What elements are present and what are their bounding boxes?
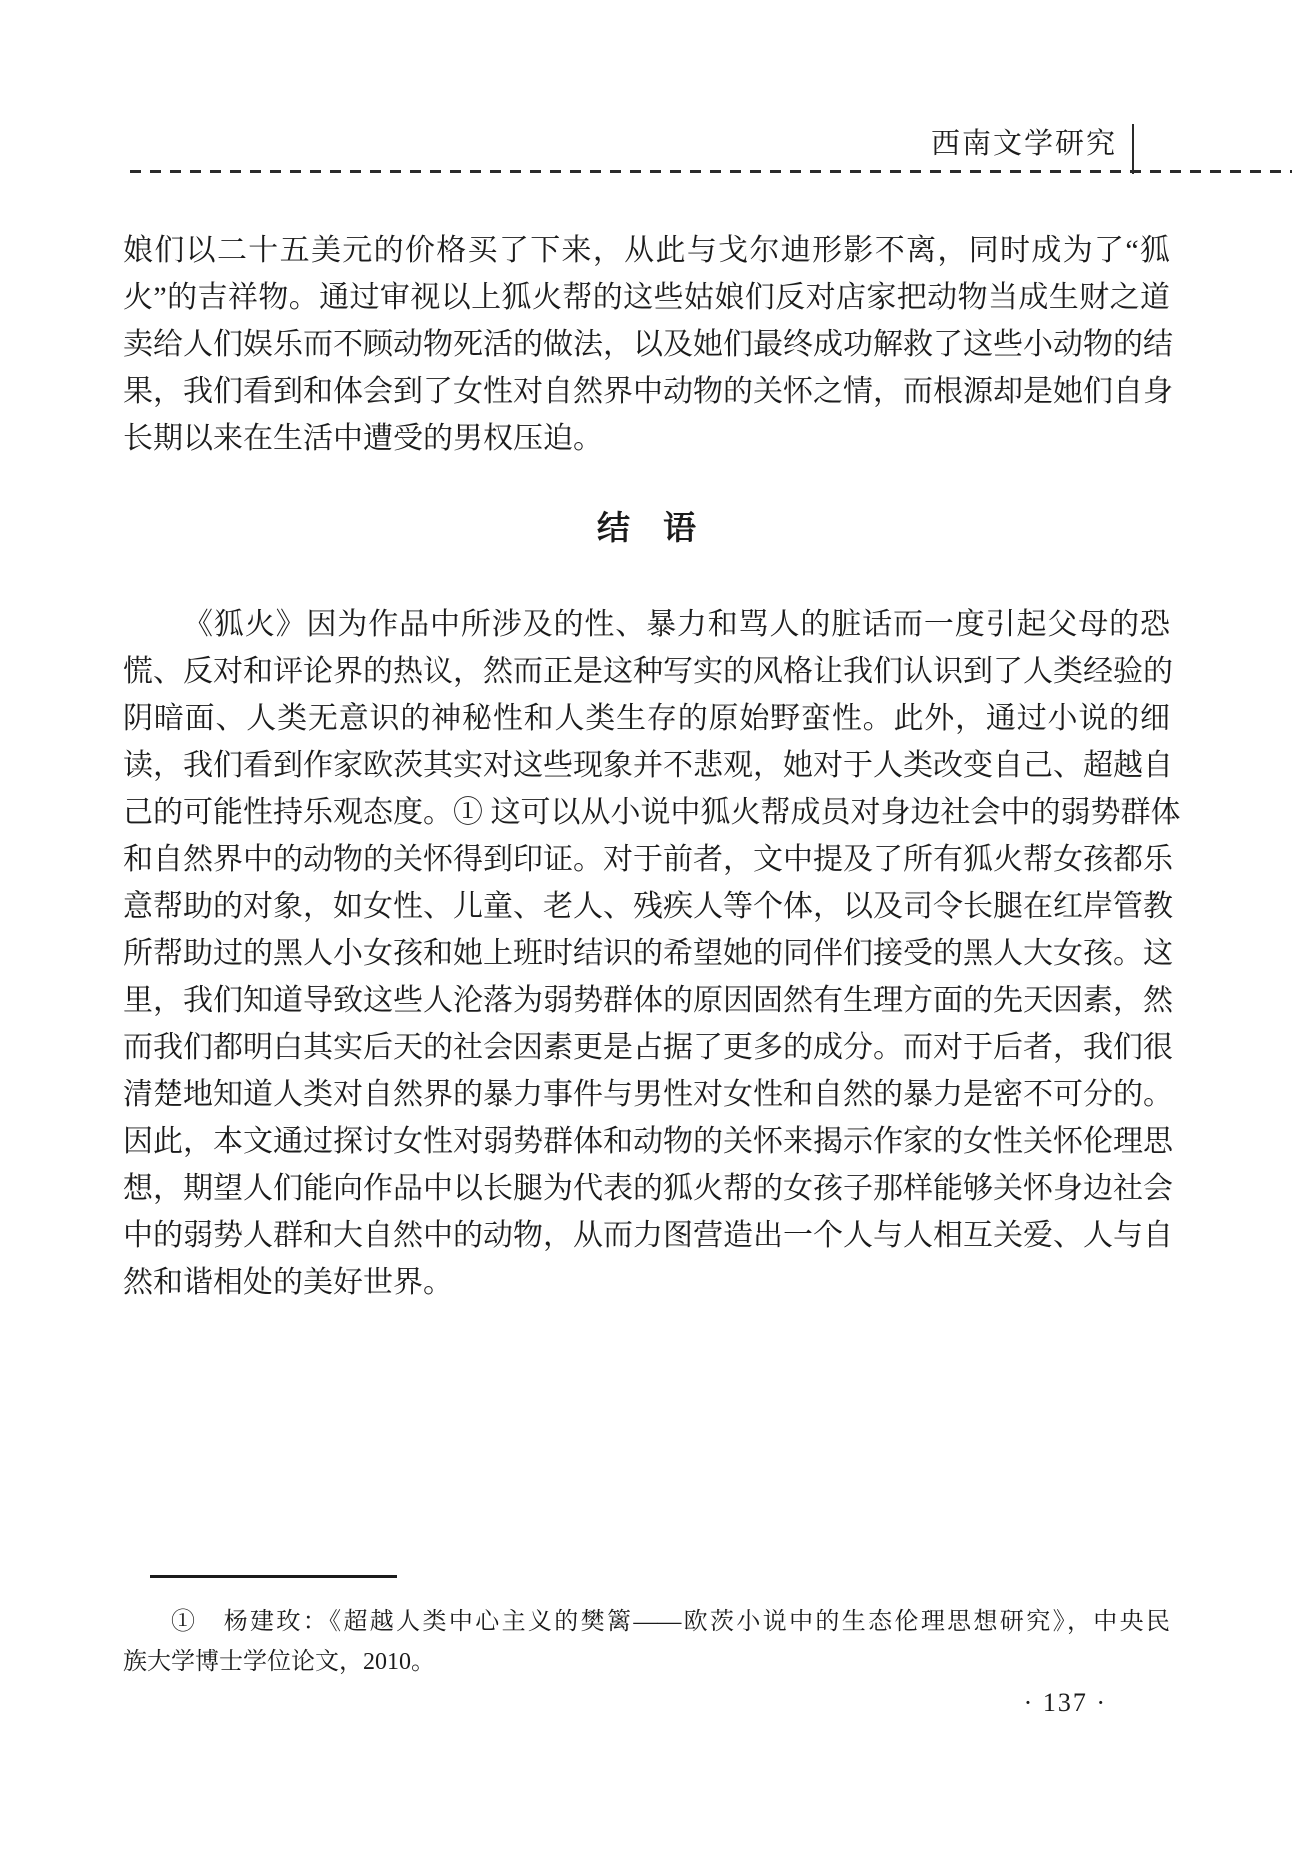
body-text-line: 火”的吉祥物。通过审视以上狐火帮的这些姑娘们反对店家把动物当成生财之道 <box>123 281 1170 314</box>
body-text-line: 读，我们看到作家欧茨其实对这些现象并不悲观，她对于人类改变自己、超越自 <box>123 749 1173 782</box>
body-text-line: 《狐火》因为作品中所涉及的性、暴力和骂人的脏话而一度引起父母的恐 <box>183 608 1170 641</box>
header-dashed-rule <box>130 170 1292 173</box>
footnote <box>123 1602 1170 1682</box>
body-text-line: 想，期望人们能向作品中以长腿为代表的狐火帮的女孩子那样能够关怀身边社会 <box>123 1172 1173 1205</box>
body-text-line: 娘们以二十五美元的价格买了下来，从此与戈尔迪形影不离，同时成为了“狐 <box>123 234 1170 267</box>
footnote-line: ① 杨建玫：《超越人类中心主义的樊篱——欧茨小说中的生态伦理思想研究》，中央民 <box>171 1609 1170 1635</box>
paragraph-continued <box>123 227 1173 462</box>
body-text-line: 清楚地知道人类对自然界的暴力事件与男性对女性和自然的暴力是密不可分的。 <box>123 1078 1173 1111</box>
footnote-separator-rule <box>150 1575 397 1578</box>
body-text-line: 中的弱势人群和大自然中的动物，从而力图营造出一个人与人相互关爱、人与自 <box>123 1219 1173 1252</box>
body-text-line: 里，我们知道导致这些人沦落为弱势群体的原因固然有生理方面的先天因素，然 <box>123 984 1173 1017</box>
body-text-line: 卖给人们娱乐而不顾动物死活的做法，以及她们最终成功解救了这些小动物的结 <box>123 328 1173 361</box>
body-text-line: 意帮助的对象，如女性、儿童、老人、残疾人等个体，以及司令长腿在红岸管教 <box>123 890 1173 923</box>
journal-title: 西南文学研究 <box>930 128 1117 160</box>
body-text-line: 而我们都明白其实后天的社会因素更是占据了更多的成分。而对于后者，我们很 <box>123 1031 1173 1064</box>
footnote-line: 族大学博士学位论文，2010。 <box>123 1649 435 1675</box>
body-text-line: 所帮助过的黑人小女孩和她上班时结识的希望她的同伴们接受的黑人大女孩。这 <box>123 937 1173 970</box>
body-text-line: 因此，本文通过探讨女性对弱势群体和动物的关怀来揭示作家的女性关怀伦理思 <box>123 1125 1173 1158</box>
page-number: · 137 · <box>1023 1688 1107 1717</box>
body-text-line: 然和谐相处的美好世界。 <box>123 1266 453 1299</box>
section-heading: 结 语 <box>597 509 696 546</box>
body-text-line: 慌、反对和评论界的热议，然而正是这种写实的风格让我们认识到了人类经验的 <box>123 655 1173 688</box>
body-text-line-with-footnote-ref: 己的可能性持乐观态度。① 这可以从小说中狐火帮成员对身边社会中的弱势群体 <box>123 796 1181 829</box>
body-text-line: 果，我们看到和体会到了女性对自然界中动物的关怀之情，而根源却是她们自身 <box>123 375 1173 408</box>
conclusion-paragraph <box>123 601 1181 1306</box>
header-vertical-rule <box>1132 124 1134 174</box>
body-text-line: 和自然界中的动物的关怀得到印证。对于前者，文中提及了所有狐火帮女孩都乐 <box>123 843 1173 876</box>
body-text-line: 阴暗面、人类无意识的神秘性和人类生存的原始野蛮性。此外，通过小说的细 <box>123 702 1170 735</box>
body-text-line: 长期以来在生活中遭受的男权压迫。 <box>123 422 603 455</box>
